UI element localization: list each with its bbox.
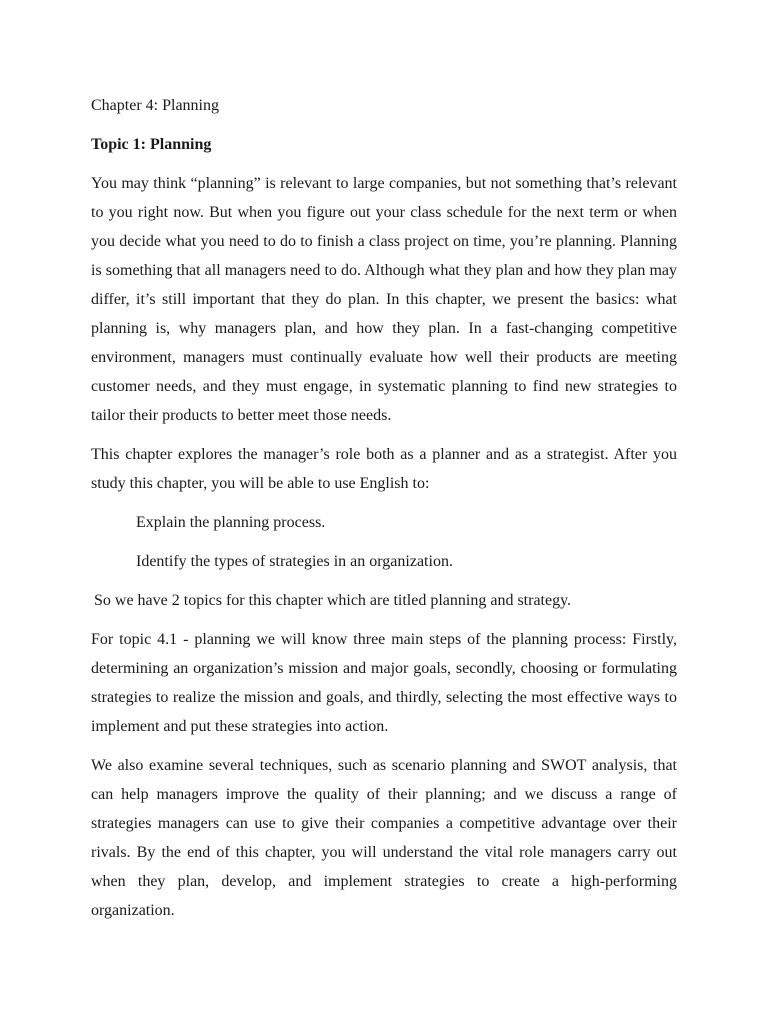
intro-paragraph: You may think “planning” is relevant to large companies, but not something that’s relevant to you right now. But when you figure out your class schedule for the next term or when you decide what you need to do to finish a class project on time, you’re planning. Planning is something that all managers need to do. Although what they plan and how they plan may differ, it’s still important that they do plan. In this chapter, we present the basics: what planning is, why managers plan, and how they plan. In a fast-changing competitive environment, managers must continually evaluate how well their products are meeting customer needs, and they must engage, in systematic planning to find new strategies to tailor their products to better meet those needs. <box>91 175 677 424</box>
two-topics-paragraph: So we have 2 topics for this chapter which are titled planning and strategy. <box>94 592 572 609</box>
explores-paragraph: This chapter explores the manager’s role both as a planner and as a strategist. After you study this chapter, you will be able to use English to: <box>91 446 677 492</box>
objective-item-1: Explain the planning process. <box>136 514 326 531</box>
document-page <box>91 91 677 935</box>
topic-heading: Topic 1: Planning <box>91 136 212 153</box>
techniques-paragraph: We also examine several techniques, such as scenario planning and SWOT analysis, that can help managers improve the quality of their planning; and we discuss a range of strategies managers can use to give their companies a competitive advantage over their rivals. By the end of this chapter, you will understand the vital role managers carry out when they plan, develop, and implement strategies to create a high-performing organization. <box>91 757 677 919</box>
chapter-title: Chapter 4: Planning <box>91 97 219 114</box>
objective-item-2: Identify the types of strategies in an organization. <box>136 553 453 570</box>
topic-41-paragraph: For topic 4.1 - planning we will know three main steps of the planning process: Firstly, determining an organization’s mission and major goals, secondly, choosing or formulating strategies to realize the mission and goals, and thirdly, selecting the most effective ways to implement and put these strategies into action. <box>91 631 677 735</box>
